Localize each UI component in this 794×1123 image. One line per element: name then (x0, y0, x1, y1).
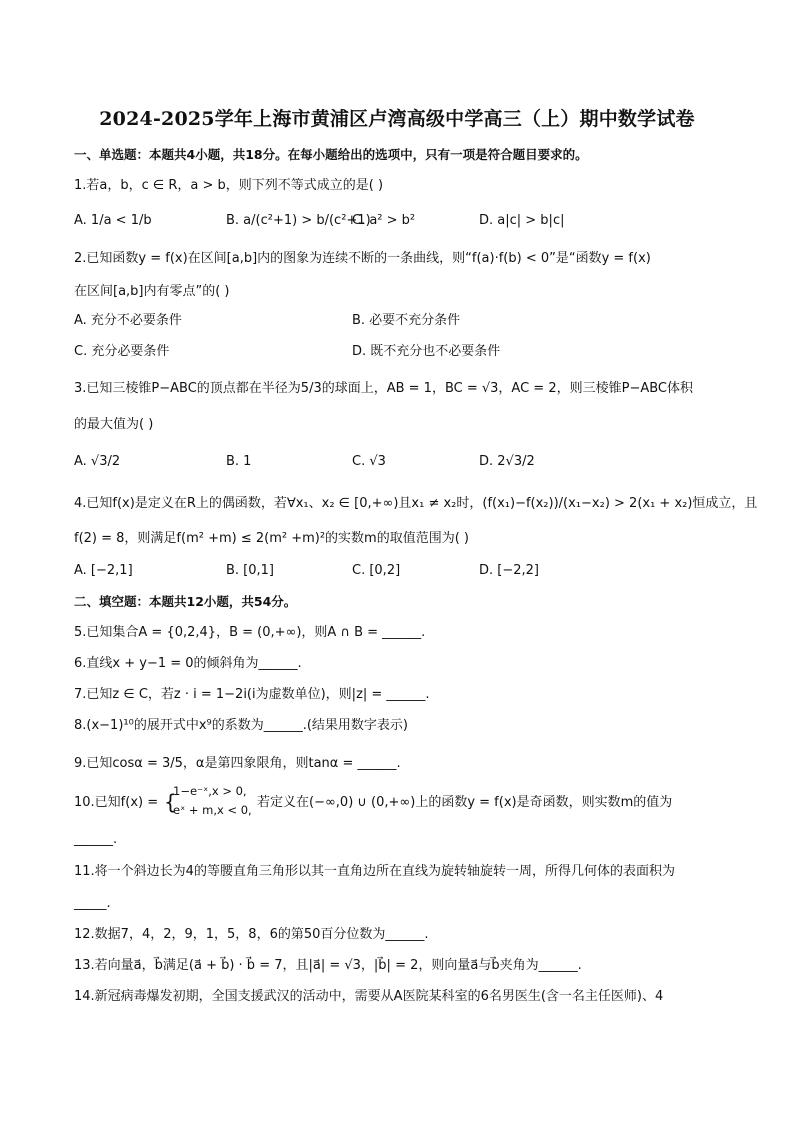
question-3-option-a: A. √3/2 (74, 454, 121, 469)
section-heading-single-choice: 一、单选题：本题共4小题，共18分。在每小题给出的选项中，只有一项是符合题目要求的。 (74, 147, 588, 162)
question-4-stem-continued: f(2) = 8，则满足f(m² +m) ≤ 2(m² +m)²的实数m的取值范围为( ) (74, 531, 469, 546)
question-10-suffix: 若定义在(−∞,0) ∪ (0,+∞)上的函数y = f(x)是奇函数，则实数m的值为 (257, 795, 673, 810)
question-11-blank: _____. (74, 896, 111, 911)
question-2-option-c: C. 充分必要条件 (74, 344, 170, 359)
question-2-stem-continued: 在区间[a,b]内有零点”的( ) (74, 284, 230, 299)
question-3-option-d: D. 2√3/2 (479, 454, 535, 469)
question-3-option-c: C. √3 (352, 454, 386, 469)
question-7: 7.已知z ∈ C，若z · i = 1−2i(i为虚数单位)，则|z| = ______. (74, 687, 430, 702)
question-10-case-2: eˣ + m,x < 0, (173, 803, 252, 817)
question-3-stem-continued: 的最大值为( ) (74, 417, 154, 432)
page-title: 2024-2025学年上海市黄浦区卢湾高级中学高三（上）期中数学试卷 (99, 108, 695, 130)
question-1-option-c: C. a² > b² (352, 213, 416, 228)
question-3-stem: 3.已知三棱锥P−ABC的顶点都在半径为5/3的球面上，AB = 1，BC = √3，AC = 2，则三棱锥P−ABC体积 (74, 381, 693, 396)
question-8: 8.(x−1)¹⁰的展开式中x⁹的系数为______.(结果用数字表示) (74, 718, 409, 733)
question-14: 14.新冠病毒爆发初期，全国支援武汉的活动中，需要从A医院某科室的6名男医生(含一名主任医师)、4 (74, 989, 664, 1004)
question-11-stem: 11.将一个斜边长为4的等腰直角三角形以其一直角边所在直线为旋转轴旋转一周，所得几何体的表面积为 (74, 864, 675, 879)
question-4-option-c: C. [0,2] (352, 563, 401, 578)
question-1-option-a: A. 1/a < 1/b (74, 213, 152, 228)
question-6: 6.直线x + y−1 = 0的倾斜角为______. (74, 656, 302, 671)
question-5: 5.已知集合A = {0,2,4}，B = (0,+∞)，则A ∩ B = ______. (74, 625, 426, 640)
question-1-option-b: B. a/(c²+1) > b/(c²+1) (226, 213, 371, 228)
question-1-option-d: D. a|c| > b|c| (479, 213, 565, 228)
question-10-prefix: 10.已知f(x) = (74, 795, 159, 810)
question-12: 12.数据7，4，2，9，1，5，8，6的第50百分位数为______. (74, 927, 429, 942)
question-4-option-d: D. [−2,2] (479, 563, 539, 578)
question-3-option-b: B. 1 (226, 454, 252, 469)
section-heading-fill-in: 二、填空题：本题共12小题，共54分。 (74, 594, 297, 609)
piecewise-brace: { (164, 790, 177, 814)
question-4-option-b: B. [0,1] (226, 563, 275, 578)
question-2-option-d: D. 既不充分也不必要条件 (352, 344, 501, 359)
question-9: 9.已知cosα = 3/5，α是第四象限角，则tanα = ______. (74, 756, 401, 771)
question-13: 13.若向量a⃗，b⃗满足(a⃗ + b⃗) · b⃗ = 7，且|a⃗| = √3，|b⃗| = 2，则向量a⃗与b⃗夹角为______. (74, 958, 582, 973)
question-4-option-a: A. [−2,1] (74, 563, 133, 578)
question-2-option-a: A. 充分不必要条件 (74, 313, 182, 328)
question-1-stem: 1.若a，b，c ∈ R，a > b，则下列不等式成立的是( ) (74, 178, 384, 193)
question-10-blank: ______. (74, 832, 118, 847)
question-10-case-1: 1−e⁻ˣ,x > 0, (173, 784, 247, 798)
question-4-stem: 4.已知f(x)是定义在R上的偶函数，若∀x₁、x₂ ∈ [0,+∞)且x₁ ≠ x₂时，(f(x₁)−f(x₂))/(x₁−x₂) > 2(x₁ + x₂)恒成立，且 (74, 496, 758, 511)
question-2-stem: 2.已知函数y = f(x)在区间[a,b]内的图象为连续不断的一条曲线，则“f(a)·f(b) < 0”是“函数y = f(x) (74, 251, 651, 266)
question-2-option-b: B. 必要不充分条件 (352, 313, 461, 328)
